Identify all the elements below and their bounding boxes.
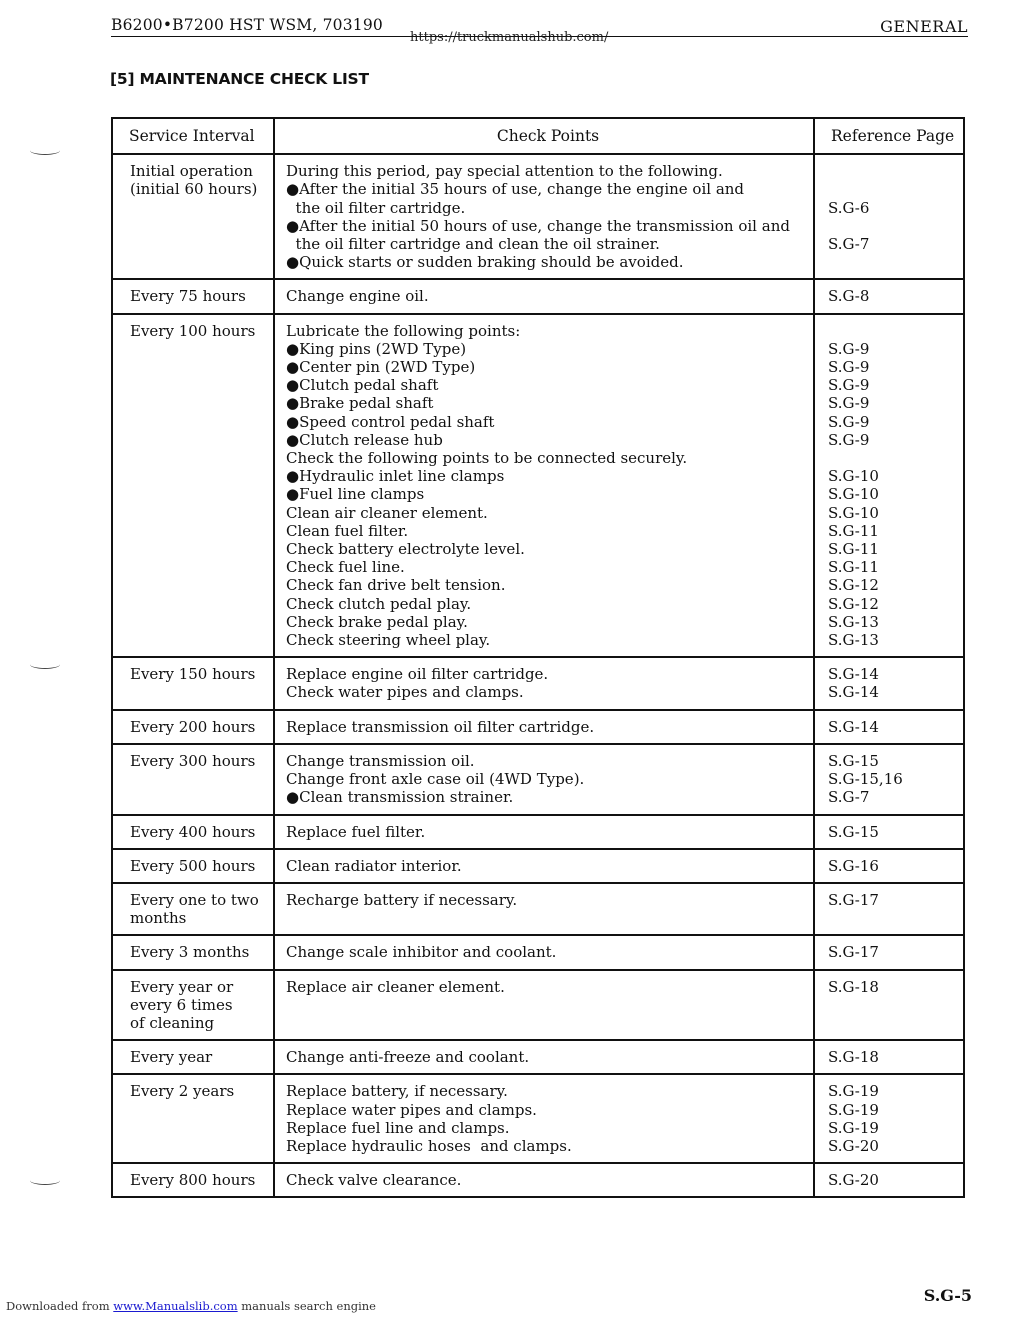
check-points-cell: [274, 1163, 814, 1197]
check-points-line: Check valve clearance.: [286, 1171, 462, 1190]
check-points-cell: [274, 154, 814, 279]
check-points-line: ●Clean transmission strainer.: [286, 788, 514, 807]
check-points-line: Check clutch pedal play.: [286, 594, 472, 613]
reference-page-cell: [814, 710, 964, 744]
check-points-line: Replace fuel line and clamps.: [286, 1118, 510, 1137]
reference-page-line: S.G-20: [828, 1171, 879, 1190]
page-number: S.G-5: [923, 1286, 972, 1305]
check-points-line: Change transmission oil.: [286, 751, 475, 770]
reference-page-line: [828, 449, 955, 467]
reference-page-cell: [814, 1040, 964, 1074]
reference-page-line: S.G-13: [828, 631, 879, 650]
reference-page-line: [828, 322, 955, 340]
reference-page-cell: [814, 970, 964, 1041]
column-header-reference-page: Reference Page: [814, 118, 964, 154]
table-row: [112, 849, 964, 883]
header-rule: [111, 36, 968, 37]
service-interval-line: Every 150 hours: [130, 665, 256, 684]
check-points-cell: [274, 883, 814, 935]
reference-page-line: [828, 253, 955, 271]
service-interval-cell: [112, 1040, 274, 1074]
check-points-line: Check brake pedal play.: [286, 612, 468, 631]
header-section-name: GENERAL: [880, 17, 968, 36]
reference-page-cell: [814, 1163, 964, 1197]
check-points-cell: [274, 657, 814, 709]
service-interval-line: Every 3 months: [130, 943, 250, 962]
service-interval-line: (initial 60 hours): [130, 180, 258, 199]
reference-page-line: S.G-11: [828, 540, 879, 559]
service-interval-cell: [112, 154, 274, 279]
service-interval-cell: [112, 710, 274, 744]
reference-page-line: S.G-19: [828, 1100, 879, 1119]
reference-page-line: S.G-19: [828, 1118, 879, 1137]
reference-page-line: S.G-14: [828, 683, 879, 702]
check-points-line: Recharge battery if necessary.: [286, 890, 518, 909]
check-points-cell: [274, 314, 814, 658]
download-suffix: manuals search engine: [237, 1299, 376, 1313]
check-points-cell: [274, 849, 814, 883]
reference-page-cell: [814, 279, 964, 313]
manualslib-link[interactable]: www.Manualslib.com: [113, 1299, 238, 1313]
check-points-line: Check the following points to be connected securely.: [286, 449, 688, 468]
check-points-line: ●Fuel line clamps: [286, 485, 425, 504]
reference-page-line: S.G-14: [828, 717, 879, 736]
reference-page-line: S.G-18: [828, 1048, 879, 1067]
check-points-line: Lubricate the following points:: [286, 321, 521, 340]
service-interval-cell: [112, 314, 274, 658]
reference-page-line: S.G-18: [828, 977, 879, 996]
reference-page-line: S.G-17: [828, 943, 879, 962]
check-points-line: ●Clutch release hub: [286, 430, 443, 449]
check-points-line: Check water pipes and clamps.: [286, 683, 524, 702]
check-points-line: During this period, pay special attention to the following.: [286, 162, 723, 181]
reference-page-line: S.G-10: [828, 485, 879, 504]
service-interval-line: Every 75 hours: [130, 287, 246, 306]
check-points-line: Replace fuel filter.: [286, 822, 426, 841]
download-notice: [6, 1299, 376, 1313]
check-points-line: Check battery electrolyte level.: [286, 540, 525, 559]
check-points-cell: [274, 279, 814, 313]
reference-page-line: S.G-17: [828, 890, 879, 909]
check-points-line: Replace water pipes and clamps.: [286, 1100, 537, 1119]
reference-page-cell: [814, 849, 964, 883]
service-interval-line: every 6 times: [130, 995, 233, 1014]
check-points-cell: [274, 935, 814, 969]
table-row: [112, 710, 964, 744]
reference-page-line: S.G-12: [828, 594, 879, 613]
table-row: [112, 154, 964, 279]
binder-hole-mark: [30, 146, 60, 155]
binder-hole-mark: [30, 660, 60, 669]
table-row: [112, 744, 964, 815]
service-interval-line: Every year or: [130, 977, 234, 996]
check-points-line: Change scale inhibitor and coolant.: [286, 943, 557, 962]
check-points-line: ●Center pin (2WD Type): [286, 358, 476, 377]
section-title: [5] MAINTENANCE CHECK LIST: [110, 70, 369, 88]
check-points-line: Clean fuel filter.: [286, 521, 409, 540]
reference-page-line: S.G-8: [828, 287, 870, 306]
table-header-row: [112, 118, 964, 154]
check-points-line: ●After the initial 50 hours of use, change the transmission oil and: [286, 216, 790, 235]
reference-page-line: S.G-9: [828, 394, 870, 413]
check-points-line: ●Speed control pedal shaft: [286, 412, 495, 431]
check-points-line: Change anti-freeze and coolant.: [286, 1048, 530, 1067]
check-points-line: Check fuel line.: [286, 558, 405, 577]
reference-page-line: S.G-10: [828, 467, 879, 486]
reference-page-line: S.G-9: [828, 376, 870, 395]
service-interval-cell: [112, 657, 274, 709]
reference-page-line: S.G-9: [828, 412, 870, 431]
column-header-service-interval: Service Interval: [112, 118, 274, 154]
service-interval-cell: [112, 815, 274, 849]
check-points-line: Change engine oil.: [286, 287, 429, 306]
service-interval-line: Every one to two: [130, 890, 259, 909]
service-interval-line: Initial operation: [130, 162, 253, 181]
service-interval-cell: [112, 883, 274, 935]
service-interval-line: Every 300 hours: [130, 751, 256, 770]
table-row: [112, 1040, 964, 1074]
check-points-line: ●Brake pedal shaft: [286, 394, 434, 413]
reference-page-line: S.G-15: [828, 822, 879, 841]
reference-page-line: S.G-9: [828, 430, 870, 449]
service-interval-line: Every 200 hours: [130, 717, 256, 736]
reference-page-line: S.G-12: [828, 576, 879, 595]
service-interval-cell: [112, 935, 274, 969]
reference-page-line: S.G-11: [828, 521, 879, 540]
header-manual-code: B6200•B7200 HST WSM, 703190: [111, 16, 383, 34]
header-url: https://truckmanualshub.com/: [410, 30, 609, 45]
service-interval-cell: [112, 970, 274, 1041]
table-row: [112, 657, 964, 709]
check-points-line: ●Hydraulic inlet line clamps: [286, 467, 505, 486]
reference-page-line: S.G-15: [828, 751, 879, 770]
reference-page-cell: [814, 744, 964, 815]
check-points-cell: [274, 970, 814, 1041]
reference-page-line: S.G-11: [828, 558, 879, 577]
table-row: [112, 883, 964, 935]
table-row: [112, 935, 964, 969]
check-points-line: the oil filter cartridge and clean the oil strainer.: [286, 235, 660, 254]
service-interval-line: Every 800 hours: [130, 1171, 256, 1190]
check-points-cell: [274, 710, 814, 744]
check-points-line: the oil filter cartridge.: [286, 198, 466, 217]
check-points-line: Clean radiator interior.: [286, 856, 462, 875]
check-points-cell: [274, 815, 814, 849]
check-points-line: Check fan drive belt tension.: [286, 576, 506, 595]
reference-page-cell: [814, 657, 964, 709]
service-interval-line: Every year: [130, 1048, 213, 1067]
reference-page-line: S.G-7: [828, 235, 870, 254]
reference-page-line: S.G-10: [828, 503, 879, 522]
service-interval-line: Every 400 hours: [130, 822, 256, 841]
check-points-line: Check steering wheel play.: [286, 631, 491, 650]
column-header-check-points: Check Points: [274, 118, 814, 154]
service-interval-cell: [112, 849, 274, 883]
check-points-cell: [274, 1040, 814, 1074]
table-row: [112, 970, 964, 1041]
check-points-line: Clean air cleaner element.: [286, 503, 488, 522]
reference-page-line: S.G-6: [828, 198, 870, 217]
table-row: [112, 279, 964, 313]
check-points-line: ●After the initial 35 hours of use, change the engine oil and: [286, 180, 745, 199]
service-interval-line: Every 500 hours: [130, 856, 256, 875]
binder-hole-mark: [30, 1176, 60, 1185]
check-points-line: Change front axle case oil (4WD Type).: [286, 770, 585, 789]
reference-page-line: S.G-14: [828, 665, 879, 684]
maintenance-check-table: [111, 117, 965, 1198]
reference-page-line: S.G-9: [828, 358, 870, 377]
reference-page-cell: [814, 883, 964, 935]
reference-page-cell: [814, 1074, 964, 1163]
table-row: [112, 1074, 964, 1163]
check-points-line: Replace transmission oil filter cartridge.: [286, 717, 595, 736]
service-interval-line: Every 2 years: [130, 1082, 235, 1101]
table-row: [112, 815, 964, 849]
reference-page-line: S.G-20: [828, 1136, 879, 1155]
reference-page-line: S.G-15,16: [828, 770, 903, 789]
reference-page-line: S.G-16: [828, 856, 879, 875]
reference-page-cell: [814, 935, 964, 969]
check-points-cell: [274, 1074, 814, 1163]
reference-page-cell: [814, 314, 964, 658]
download-prefix: Downloaded from: [6, 1299, 114, 1313]
reference-page-line: S.G-7: [828, 788, 870, 807]
service-interval-cell: [112, 1074, 274, 1163]
check-points-line: ●Clutch pedal shaft: [286, 376, 439, 395]
service-interval-cell: [112, 1163, 274, 1197]
check-points-cell: [274, 744, 814, 815]
service-interval-line: Every 100 hours: [130, 321, 256, 340]
reference-page-line: S.G-9: [828, 339, 870, 358]
service-interval-cell: [112, 279, 274, 313]
reference-page-line: [828, 162, 955, 180]
service-interval-cell: [112, 744, 274, 815]
reference-page-line: S.G-19: [828, 1082, 879, 1101]
check-points-line: Replace air cleaner element.: [286, 977, 505, 996]
table-row: [112, 314, 964, 658]
check-points-line: Replace engine oil filter cartridge.: [286, 665, 549, 684]
table-row: [112, 1163, 964, 1197]
reference-page-line: [828, 217, 955, 235]
reference-page-cell: [814, 154, 964, 279]
check-points-line: Replace battery, if necessary.: [286, 1082, 508, 1101]
check-points-line: Replace hydraulic hoses and clamps.: [286, 1136, 572, 1155]
reference-page-cell: [814, 815, 964, 849]
check-points-line: ●Quick starts or sudden braking should be avoided.: [286, 253, 684, 272]
check-points-line: ●King pins (2WD Type): [286, 339, 467, 358]
reference-page-line: [828, 180, 955, 198]
service-interval-line: of cleaning: [130, 1013, 215, 1032]
reference-page-line: S.G-13: [828, 612, 879, 631]
service-interval-line: months: [130, 909, 187, 928]
